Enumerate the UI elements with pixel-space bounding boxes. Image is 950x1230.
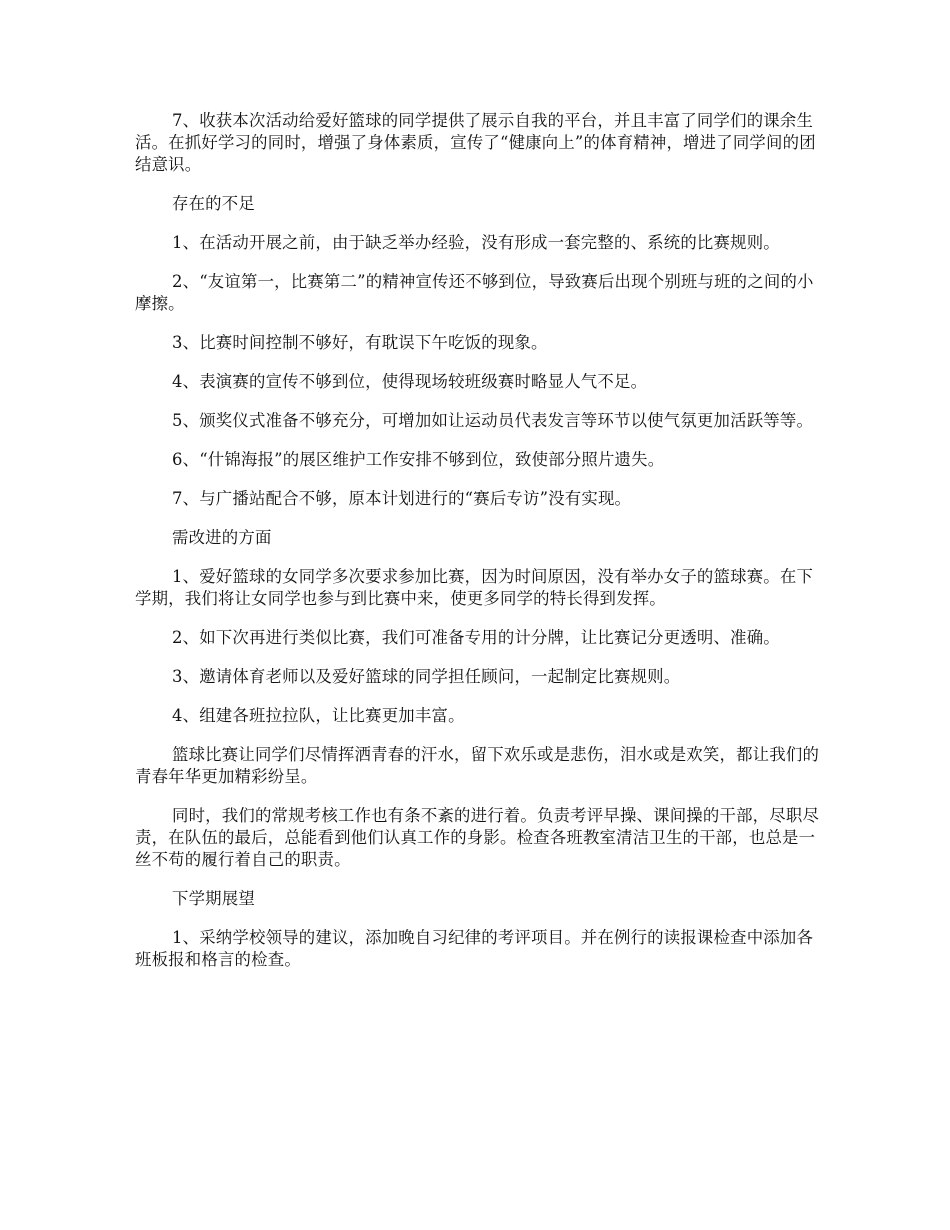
paragraph: 篮球比赛让同学们尽情挥洒青春的汗水，留下欢乐或是悲伤，泪水或是欢笑，都让我们的青春年华更加精彩纷呈。 bbox=[135, 745, 820, 786]
section-heading-improvements: 需改进的方面 bbox=[172, 528, 272, 547]
paragraph: 6、“什锦海报”的展区维护工作安排不够到位，致使部分照片遗失。 bbox=[172, 450, 665, 469]
paragraph: 1、采纳学校领导的建议，添加晚自习纪律的考评项目。并在例行的读报课检查中添加各班板报和格言的检查。 bbox=[135, 928, 814, 969]
paragraph: 7、收获本次活动给爱好篮球的同学提供了展示自我的平台，并且丰富了同学们的课余生活。在抓好学习的同时，增强了身体素质，宣传了“健康向上”的体育精神，增进了同学间的团结意识。 bbox=[135, 111, 816, 174]
paragraph: 4、组建各班拉拉队，让比赛更加丰富。 bbox=[172, 706, 465, 725]
section-heading-outlook: 下学期展望 bbox=[172, 889, 255, 908]
paragraph: 7、与广播站配合不够，原本计划进行的“赛后专访”没有实现。 bbox=[172, 489, 632, 508]
paragraph: 同时，我们的常规考核工作也有条不紊的进行着。负责考评早操、课间操的干部，尽职尽责，在队伍的最后，总能看到他们认真工作的身影。检查各班教室清洁卫生的干部，也总是一丝不苟的履行着自己的职责。 bbox=[135, 806, 820, 869]
paragraph: 1、爱好篮球的女同学多次要求参加比赛，因为时间原因，没有举办女子的篮球赛。在下学期，我们将让女同学也参与到比赛中来，使更多同学的特长得到发挥。 bbox=[135, 567, 814, 608]
paragraph: 3、比赛时间控制不够好，有耽误下午吃饭的现象。 bbox=[172, 333, 548, 352]
paragraph: 2、如下次再进行类似比赛，我们可准备专用的计分牌，让比赛记分更透明、准确。 bbox=[172, 628, 780, 647]
section-heading-shortcomings: 存在的不足 bbox=[172, 194, 255, 213]
paragraph: 3、邀请体育老师以及爱好篮球的同学担任顾问，一起制定比赛规则。 bbox=[172, 667, 681, 686]
paragraph: 2、“友谊第一，比赛第二”的精神宣传还不够到位，导致赛后出现个别班与班的之间的小摩擦。 bbox=[135, 272, 814, 313]
paragraph: 4、表演赛的宣传不够到位，使得现场较班级赛时略显人气不足。 bbox=[172, 372, 648, 391]
paragraph: 1、在活动开展之前，由于缺乏举办经验，没有形成一套完整的、系统的比赛规则。 bbox=[172, 233, 780, 252]
document-body bbox=[135, 110, 825, 988]
paragraph: 5、颁奖仪式准备不够充分，可增加如让运动员代表发言等环节以使气氛更加活跃等等。 bbox=[172, 411, 814, 430]
